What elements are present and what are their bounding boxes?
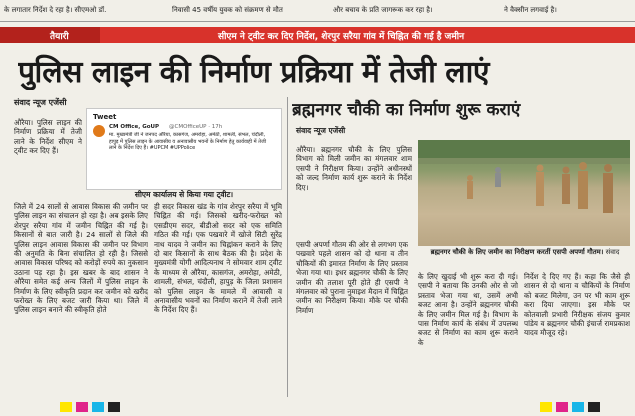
- color-swatch: [108, 402, 120, 412]
- divider: [0, 21, 635, 22]
- photo-illustration: [418, 140, 630, 246]
- previous-articles-strip: [0, 0, 635, 24]
- color-swatch: [588, 402, 600, 412]
- byline: संवाद न्यूज एजेंसी: [14, 98, 67, 107]
- article-column: के लिए खुदाई भी शुरू करा दी गई। एसपी ने बताया कि उनकी ओर से जो प्रस्ताव भेजा गया था, उसमें अभी बजट आना है। उन्होंने ब्रह्मनगर चौकी के लिए जमीन मिल गई है। विभाग के पास निर्माण कार्य के संबंध में उपलब्ध बजट से निर्माण का काम शुरू कराने के: [418, 272, 518, 347]
- tweet-account: CM Office, GoUP: [109, 124, 160, 130]
- kicker-banner: [0, 27, 635, 43]
- article-headline: ब्रह्मनगर चौकी का निर्माण शुरू कराएं: [292, 100, 521, 120]
- color-swatch: [540, 402, 552, 412]
- photo-caption: [420, 248, 630, 268]
- photo-credit: संवाद: [605, 248, 620, 256]
- tweet-label: Tweet: [93, 113, 117, 121]
- banner-tag: तैयारी: [50, 32, 69, 42]
- lead-column: औरैया। पुलिस लाइन की निर्माण प्रक्रिया में तेजी लाने के निर्देश सीएम ने ट्वीट कर दिए हैं।: [14, 118, 82, 156]
- lead-column: औरैया। ब्रह्मनगर चौकी के लिए पुलिस विभाग को मिली जमीन का मंगलवार शाम एसपी ने निरीक्षण किया। उन्होंने अधीनस्थों को जल्द निर्माण कार्य शुरू कराने के निर्देश दिए।: [296, 145, 412, 192]
- strip-text: निवासी 45 वर्षीय युवक को संक्रमण से मौत: [172, 6, 283, 14]
- banner-text: सीएम ने ट्वीट कर दिए निर्देश, शेरपुर सरैया गांव में चिह्नित की गई है जमीन: [218, 32, 465, 42]
- article-column: जिले में 24 सालों से आवास विकास की जमीन पर पुलिस लाइन का संचालन हो रहा है। अब इसके लिए शेरपुर सरैया गांव में जमीन चिह्नित की गई है। किसानों से बात जारी है। 24 सालों से जिले की पुलिस लाइन आवास विकास की जमीन पर विभाग की अनुमति के बिना संचालित हो रही है। जिससे आवास विकास परिषद को करोड़ों रुपये का नुकसान उठाना पड़ रहा है। इस खबर के बाद शासन ने औरैया समेत कई अन्य जिलों में पुलिस लाइन के निर्माण के लिए स्वीकृति प्रदान कर जमीन को खरीद फरोख्त के लिए बजट जारी किया था। जिले में पुलिस लाइन बनाने की स्वीकृति होते: [14, 202, 148, 315]
- byline: संवाद न्यूज एजेंसी: [296, 126, 346, 135]
- article-column: निर्देश दे दिए गए हैं। कहा कि जैसे ही शासन से दो थाना व चौकियों के निर्माण को बजट मिलेगा, उन पर भी काम शुरू करा दिया जाएगा। इस मौके पर कोतवाली प्रभारी निरीक्षक संजय कुमार पांडेय व ब्रह्मनगर चौकी इंचार्ज रामप्रकाश यादव मौजूद रहे।: [524, 272, 630, 338]
- tweet-card: [86, 108, 282, 190]
- article-column: ही सदर विकास खंड के गांव शेरपुर सरैया में भूमि चिह्नित की गई। जिसको खरीद-फरोख्त को एसडीएम सदर, बीडीओ सदर को एक समिति गठित की गई। एक पखवारे में खोजे सिटी सुरेंद्र नाथ यादव ने जमीन का चिह्नांकन कराने के लिए दो बार किसानों के साथ बैठक की है। प्रदेश के मुख्यमंत्री योगी आदित्यनाथ ने सोमवार शाम ट्वीट के माध्यम से औरैया, कासगंज, अमरोहा, अमेठी, शामली, संभल, चंदौली, हापुड़ के जिला प्रशासन को पुलिस लाइन के मामले में आवासी व अनावासीय भवनों का निर्माण कराने में तेजी लाने के निर्देश दिए हैं।: [154, 202, 282, 315]
- tweet-caption: सीएम कार्यालय से किया गया ट्वीट।: [134, 190, 234, 199]
- color-swatch: [76, 402, 88, 412]
- color-swatch: [60, 402, 72, 412]
- divider: [287, 97, 288, 397]
- tweet-handle: @CMOfficeUP · 17h: [169, 124, 223, 130]
- color-swatch: [92, 402, 104, 412]
- strip-text: और बचाव के प्रति जागरूक कर रहा है।: [333, 6, 433, 14]
- article-column: एसपी अपर्णा गौतम की ओर से लगभग एक पखवारे पहले शासन को दो थाना व तीन चौकियों की इमारत निर्माण के लिए प्रस्ताव भेजा गया था। इधर ब्रह्मनगर चौकी के लिए जमीन की तलाश पूरी होते ही एसपी ने मंगलवार को पुराना नुमाइश मैदान में चिह्नित जमीन का निरीक्षण किया। मौके पर चौकी निर्माण: [296, 240, 408, 315]
- color-swatch: [556, 402, 568, 412]
- strip-text: ने वैक्सीन लगवाई है।: [504, 6, 557, 14]
- banner-tag-box: [0, 27, 100, 43]
- tweet-body: मा. मुख्यमंत्री जी ने जनपद औरैया, कासगंज, अमरोहा, अमेठी, शामली, संभल, चंदौली, हापुड़ में पुलिस लाइन के आवासीय व अनावासीय भवनों के निर्माण हेतु कार्यवाही में तेजी लाने के निर्देश दिए हैं। #UPCM #UPPolice: [109, 132, 267, 151]
- news-photo: [418, 140, 630, 246]
- strip-text: के लगातार निर्देश दे रहा है। सीएमओ डॉ.: [4, 6, 107, 14]
- color-swatch: [572, 402, 584, 412]
- photo-caption-text: ब्रह्मनगर चौकी के लिए जमीन का निरीक्षण करतीं एसपी अपर्णा गौतम।: [430, 248, 604, 256]
- avatar: [93, 125, 105, 137]
- main-headline: पुलिस लाइन की निर्माण प्रक्रिया में तेजी लाएं: [18, 55, 489, 90]
- registration-bar: [0, 398, 635, 416]
